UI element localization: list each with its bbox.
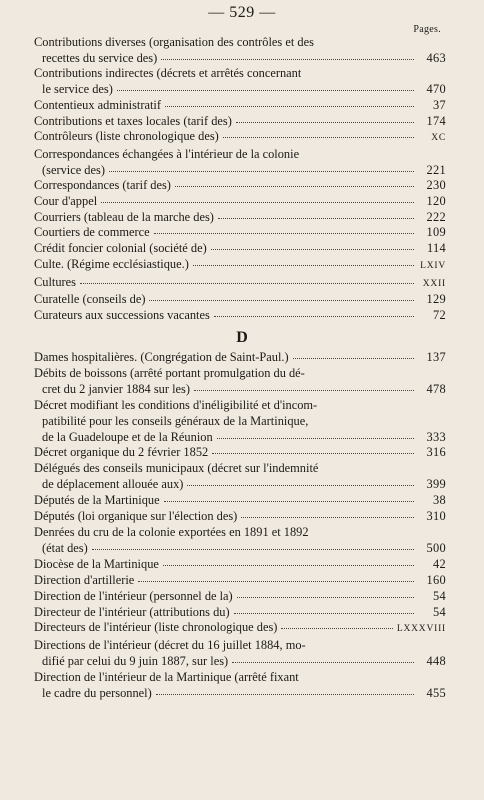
page-reference: 463 (426, 50, 446, 65)
entry-line (34, 573, 446, 589)
entry-text: de déplacement allouée aux) (42, 477, 184, 492)
index-entry (34, 129, 446, 147)
entry-text: Denrées du cru de la colonie exportées en 1891 et 1892 (34, 524, 309, 539)
index-entry (34, 241, 446, 257)
dot-leader (138, 580, 414, 582)
entry-line (34, 129, 446, 147)
dot-leader (165, 105, 414, 107)
dot-leader (193, 264, 414, 266)
index-entry (34, 605, 446, 621)
entry-continuation-line (34, 430, 446, 446)
entry-line (34, 35, 446, 51)
page-number: — 529 — (208, 4, 276, 21)
entry-text: Direction d'artillerie (34, 572, 135, 587)
page-reference: 478 (426, 381, 446, 396)
entry-line (34, 147, 446, 163)
page-reference: 455 (426, 686, 446, 701)
entry-line (34, 178, 446, 194)
entry-text: Décret organique du 2 février 1852 (34, 445, 209, 460)
page-reference: 316 (426, 445, 446, 460)
dot-leader (214, 315, 414, 317)
page-reference: 54 (433, 604, 446, 619)
entry-line (34, 66, 446, 82)
page-reference: XC (431, 133, 446, 144)
page-reference: 174 (426, 113, 446, 128)
page-reference: 42 (433, 556, 446, 571)
index-entry (34, 308, 446, 324)
page-reference: 38 (433, 493, 446, 508)
dot-leader (236, 121, 414, 123)
entry-text: Contributions diverses (organisation des contrôles et des (34, 35, 314, 49)
dot-leader (117, 89, 414, 91)
entry-continuation-line (34, 414, 446, 430)
dot-leader (211, 248, 414, 250)
pages-column-label: Pages. (413, 24, 441, 35)
entry-line (34, 605, 446, 621)
section-d-list (34, 350, 446, 702)
page-reference: 137 (426, 350, 446, 364)
entry-text: Culte. (Régime ecclésiastique.) (34, 256, 189, 271)
entry-line (34, 589, 446, 605)
entry-text: Contributions indirectes (décrets et arrêtés concernant (34, 66, 302, 81)
entry-line (34, 210, 446, 226)
index-entry (34, 66, 446, 97)
entry-line (34, 194, 446, 210)
entry-line (34, 114, 446, 130)
dot-leader (223, 136, 414, 138)
entry-line (34, 292, 446, 308)
entry-continuation-line (34, 686, 446, 702)
section-c-list (34, 35, 446, 324)
index-entry (34, 493, 446, 509)
entry-text: Dames hospitalières. (Congrégation de Saint-Paul.) (34, 350, 289, 364)
entry-line (34, 509, 446, 525)
entry-line (34, 225, 446, 241)
index-entry (34, 178, 446, 194)
entry-line (34, 445, 446, 461)
index-entry (34, 525, 446, 557)
page-reference: LXIV (420, 260, 446, 271)
page-reference: LXXXVIII (396, 624, 446, 635)
entry-continuation-line (34, 51, 446, 67)
index-entry (34, 225, 446, 241)
page-reference: 160 (426, 572, 446, 587)
page-reference: 72 (433, 307, 446, 322)
entry-text: Directeurs de l'intérieur (liste chronologique des) (34, 620, 278, 635)
entry-text: le service des) (42, 82, 113, 97)
index-entry (34, 147, 446, 178)
entry-line (34, 670, 446, 686)
entry-text: Contentieux administratif (34, 97, 161, 112)
dot-leader (154, 232, 414, 234)
section-letter-d: D (236, 329, 248, 346)
entry-line (34, 398, 446, 414)
entry-continuation-line (34, 163, 446, 179)
dot-leader (175, 185, 414, 187)
entry-text: Directeur de l'intérieur (attributions du) (34, 604, 230, 619)
entry-line (34, 241, 446, 257)
entry-text: recettes du service des) (42, 50, 158, 65)
page-reference: 470 (426, 82, 446, 97)
dot-leader (194, 389, 414, 391)
dot-leader (149, 299, 414, 301)
entry-text: Contributions et taxes locales (tarif des) (34, 113, 232, 128)
page-reference: XXII (422, 278, 446, 289)
entry-line (34, 350, 446, 366)
dot-leader (161, 58, 414, 60)
dot-leader (241, 516, 414, 518)
page-reference: 37 (433, 97, 446, 112)
page-reference: 230 (426, 178, 446, 193)
entry-line (34, 638, 446, 654)
entry-line (34, 620, 446, 638)
entry-text: le cadre du personnel) (42, 686, 152, 701)
index-entry (34, 98, 446, 114)
dot-leader (156, 693, 414, 695)
entry-line (34, 525, 446, 541)
page-reference: 120 (426, 194, 446, 209)
entry-line (34, 461, 446, 477)
entry-text: de la Guadeloupe et de la Réunion (42, 429, 213, 444)
dot-leader (217, 437, 414, 439)
index-entry (34, 573, 446, 589)
entry-text: Crédit foncier colonial (société de) (34, 241, 207, 256)
entry-line (34, 257, 446, 275)
page-reference: 114 (426, 241, 446, 256)
index-entry (34, 398, 446, 446)
index-entry (34, 509, 446, 525)
entry-text: Députés (loi organique sur l'élection des) (34, 509, 238, 524)
page-reference: 333 (426, 429, 446, 444)
entry-text: Curatelle (conseils de) (34, 292, 146, 307)
dot-leader (101, 201, 414, 203)
page-reference: 399 (426, 477, 446, 492)
page-reference: 129 (426, 292, 446, 307)
entry-line (34, 493, 446, 509)
dot-leader (281, 627, 392, 629)
page-reference: 221 (426, 162, 446, 177)
dot-leader (109, 170, 414, 172)
entry-text: Courriers (tableau de la marche des) (34, 209, 214, 224)
index-entry (34, 350, 446, 366)
entry-line (34, 366, 446, 382)
index-entry (34, 275, 446, 293)
index-entry (34, 292, 446, 308)
entry-text: Députés de la Martinique (34, 493, 160, 508)
index-entry (34, 461, 446, 493)
entry-text: Cultures (34, 274, 76, 289)
entry-line (34, 308, 446, 324)
entry-text: patibilité pour les conseils généraux de la Martinique, (42, 413, 309, 428)
index-entry (34, 670, 446, 702)
index-entry (34, 589, 446, 605)
entry-text: Direction de l'intérieur (personnel de la) (34, 588, 233, 603)
entry-text: Contrôleurs (liste chronologique des) (34, 129, 219, 144)
entry-text: Curateurs aux successions vacantes (34, 307, 210, 322)
entry-text: (service des) (42, 162, 105, 177)
entry-line (34, 557, 446, 573)
index-entry (34, 35, 446, 66)
entry-text: Délégués des conseils municipaux (décret sur l'indemnité (34, 461, 319, 476)
entry-text: Diocèse de la Martinique (34, 556, 159, 571)
dot-leader (212, 452, 414, 454)
page-reference: 310 (426, 509, 446, 524)
page-reference: 109 (426, 225, 446, 240)
page-reference: 448 (426, 654, 446, 669)
dot-leader (237, 596, 414, 598)
dot-leader (164, 500, 414, 502)
dot-leader (234, 612, 414, 614)
entry-continuation-line (34, 477, 446, 493)
entry-text: Direction de l'intérieur de la Martinique (arrêté fixant (34, 670, 299, 685)
page-reference: 222 (426, 209, 446, 224)
index-entry (34, 445, 446, 461)
index-entry (34, 620, 446, 638)
entry-continuation-line (34, 654, 446, 670)
dot-leader (92, 548, 414, 550)
entry-text: difié par celui du 9 juin 1887, sur les) (42, 654, 229, 669)
entry-line (34, 275, 446, 293)
entry-text: Courtiers de commerce (34, 225, 150, 240)
entry-text: Correspondances (tarif des) (34, 178, 171, 193)
entry-text: Directions de l'intérieur (décret du 16 juillet 1884, mo- (34, 638, 306, 653)
entry-text: Cour d'appel (34, 194, 98, 209)
index-entry (34, 366, 446, 398)
entry-continuation-line (34, 82, 446, 98)
index-entry (34, 210, 446, 226)
index-entry (34, 114, 446, 130)
entry-text: Correspondances échangées à l'intérieur de la colonie (34, 146, 300, 161)
index-entry (34, 557, 446, 573)
index-entry (34, 194, 446, 210)
page-reference: 500 (426, 540, 446, 555)
entry-continuation-line (34, 541, 446, 557)
dot-leader (163, 564, 414, 566)
dot-leader (293, 357, 414, 359)
entry-text: Débits de boissons (arrêté portant promulgation du dé- (34, 365, 305, 380)
index-entry (34, 638, 446, 670)
entry-text: cret du 2 janvier 1884 sur les) (42, 381, 190, 396)
dot-leader (187, 484, 414, 486)
entry-line (34, 98, 446, 114)
page-reference: 54 (433, 588, 446, 603)
entry-text: Décret modifiant les conditions d'inéligibilité et d'incom- (34, 397, 318, 412)
entry-text: (état des) (42, 540, 88, 555)
entry-continuation-line (34, 382, 446, 398)
dot-leader (80, 282, 414, 284)
index-entry (34, 257, 446, 275)
dot-leader (218, 217, 414, 219)
dot-leader (232, 661, 414, 663)
